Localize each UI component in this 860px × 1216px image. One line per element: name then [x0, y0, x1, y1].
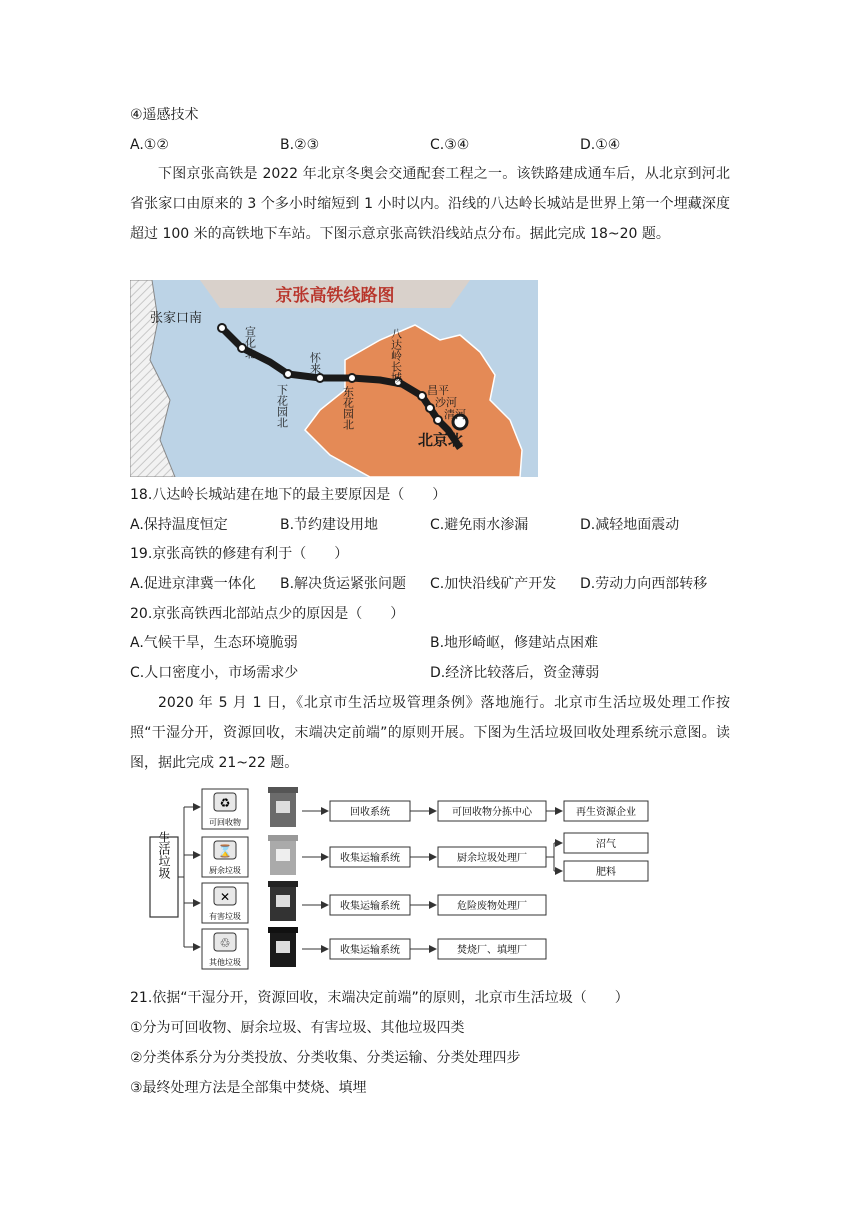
question-item-4: ④遥感技术	[130, 107, 199, 123]
row1-center: 可回收物分拣中心	[452, 807, 532, 818]
label-shahe: 沙河	[435, 396, 457, 409]
q19-option-d: D.劳动力向西部转移	[580, 576, 708, 592]
bin-hazardous	[268, 881, 298, 921]
label-huailai: 怀来	[308, 352, 322, 374]
q19-option-c: C.加快沿线矿产开发	[430, 576, 557, 592]
q21-item-1: ①分为可回收物、厨余垃圾、有害垃圾、其他垃圾四类	[130, 1020, 465, 1036]
q17-option-b: B.②③	[280, 137, 320, 153]
station-dot	[418, 392, 426, 400]
garbage-diagram	[148, 785, 678, 975]
row2-system: 收集运输系统	[340, 853, 400, 864]
map-title: 京张高铁线路图	[275, 286, 395, 306]
q21-item-2: ②分类体系分为分类投放、分类收集、分类运输、分类处理四步	[130, 1050, 521, 1066]
row3-plant: 危险废物处理厂	[457, 901, 527, 912]
q19-option-a: A.促进京津冀一体化	[130, 576, 256, 592]
q18-option-c: C.避免雨水渗漏	[430, 517, 529, 533]
station-dot	[348, 374, 356, 382]
passage-jingzhang: 下图京张高铁是 2022 年北京冬奥会交通配套工程之一。该铁路建成通车后，从北京到河北省张家口由原来的 3 个多小时缩短到 1 小时以内。沿线的八达岭长城站是世界上第一个埋藏深度超过 100 米的高铁地下车站。下图示意京张高铁沿线站点分布。据此完成 18~20 题。	[130, 166, 730, 242]
row4-plant: 焚烧厂、填埋厂	[457, 945, 527, 956]
row2-biogas: 沼气	[596, 839, 616, 850]
root-label: 生活垃圾	[157, 831, 171, 879]
bin-recyclable	[268, 787, 298, 827]
q20-stem: 20.京张高铁西北部站点少的原因是（ ）	[130, 606, 405, 622]
passage-garbage: 2020 年 5 月 1 日，《北京市生活垃圾管理条例》落地施行。北京市生活垃圾处理工作按照“干湿分开，资源回收，末端决定前端”的原则开展。下图为生活垃圾回收处理系统示意图。读图，据此完成 21~22 题。	[130, 695, 730, 771]
label-donghuayuan: 东花园北	[341, 386, 355, 430]
q20-option-a: A.气候干旱，生态环境脆弱	[130, 635, 298, 651]
svg-text:有害垃圾: 有害垃圾	[209, 912, 241, 921]
category-recyclable	[202, 789, 248, 829]
rail-map-svg	[130, 280, 538, 477]
svg-text:⌛: ⌛	[217, 844, 233, 858]
bin-kitchen	[268, 835, 298, 875]
q20-option-d: D.经济比较落后，资金薄弱	[430, 665, 600, 681]
svg-text:♻: ♻	[219, 796, 231, 810]
q18-stem: 18.八达岭长城站建在地下的最主要原因是（ ）	[130, 487, 447, 503]
q20-option-b: B.地形崎岖，修建站点困难	[430, 635, 599, 651]
station-dot	[426, 404, 434, 412]
row1-enterprise: 再生资源企业	[576, 807, 636, 818]
category-kitchen	[202, 837, 248, 877]
q18-option-d: D.减轻地面震动	[580, 517, 680, 533]
row2-plant: 厨余垃圾处理厂	[457, 853, 527, 864]
label-qinghe: 清河	[444, 408, 466, 421]
station-dot	[284, 370, 292, 378]
q17-option-d: D.①④	[580, 137, 621, 153]
q17-option-c: C.③④	[430, 137, 470, 153]
svg-text:可回收物: 可回收物	[209, 818, 241, 827]
q17-option-a: A.①②	[130, 137, 169, 153]
label-xiahuayuan: 下花园北	[275, 384, 289, 428]
label-xuanhua: 宣化北	[243, 326, 257, 359]
label-zhangjiakou: 张家口南	[150, 311, 203, 326]
row4-system: 收集运输系统	[340, 945, 400, 956]
station-dot	[316, 374, 324, 382]
category-hazardous	[202, 883, 248, 923]
q21-item-3: ③最终处理方法是全部集中焚烧、填埋	[130, 1080, 367, 1096]
label-beijingbei: 北京北	[418, 431, 464, 449]
label-badaling: 八达岭长城	[389, 328, 403, 383]
garbage-diagram-svg	[148, 785, 678, 975]
svg-text:♲: ♲	[219, 936, 231, 950]
station-dot	[434, 416, 442, 424]
row3-system: 收集运输系统	[340, 901, 400, 912]
row2-fertilizer: 肥料	[596, 867, 616, 878]
q19-option-b: B.解决货运紧张问题	[280, 576, 407, 592]
bin-other	[268, 927, 298, 967]
svg-text:其他垃圾: 其他垃圾	[209, 958, 241, 967]
station-dot	[218, 324, 226, 332]
q20-option-c: C.人口密度小，市场需求少	[130, 665, 299, 681]
q18-option-a: A.保持温度恒定	[130, 517, 228, 533]
svg-text:✕: ✕	[219, 890, 231, 904]
q18-option-b: B.节约建设用地	[280, 517, 379, 533]
category-other	[202, 929, 248, 969]
q21-stem: 21.依据“干湿分开，资源回收，末端决定前端”的原则，北京市生活垃圾（ ）	[130, 990, 629, 1006]
q19-stem: 19.京张高铁的修建有利于（ ）	[130, 546, 349, 562]
rail-map	[130, 280, 538, 477]
row1-system: 回收系统	[350, 807, 390, 818]
svg-text:厨余垃圾: 厨余垃圾	[209, 866, 241, 875]
label-changping: 昌平	[427, 384, 449, 397]
